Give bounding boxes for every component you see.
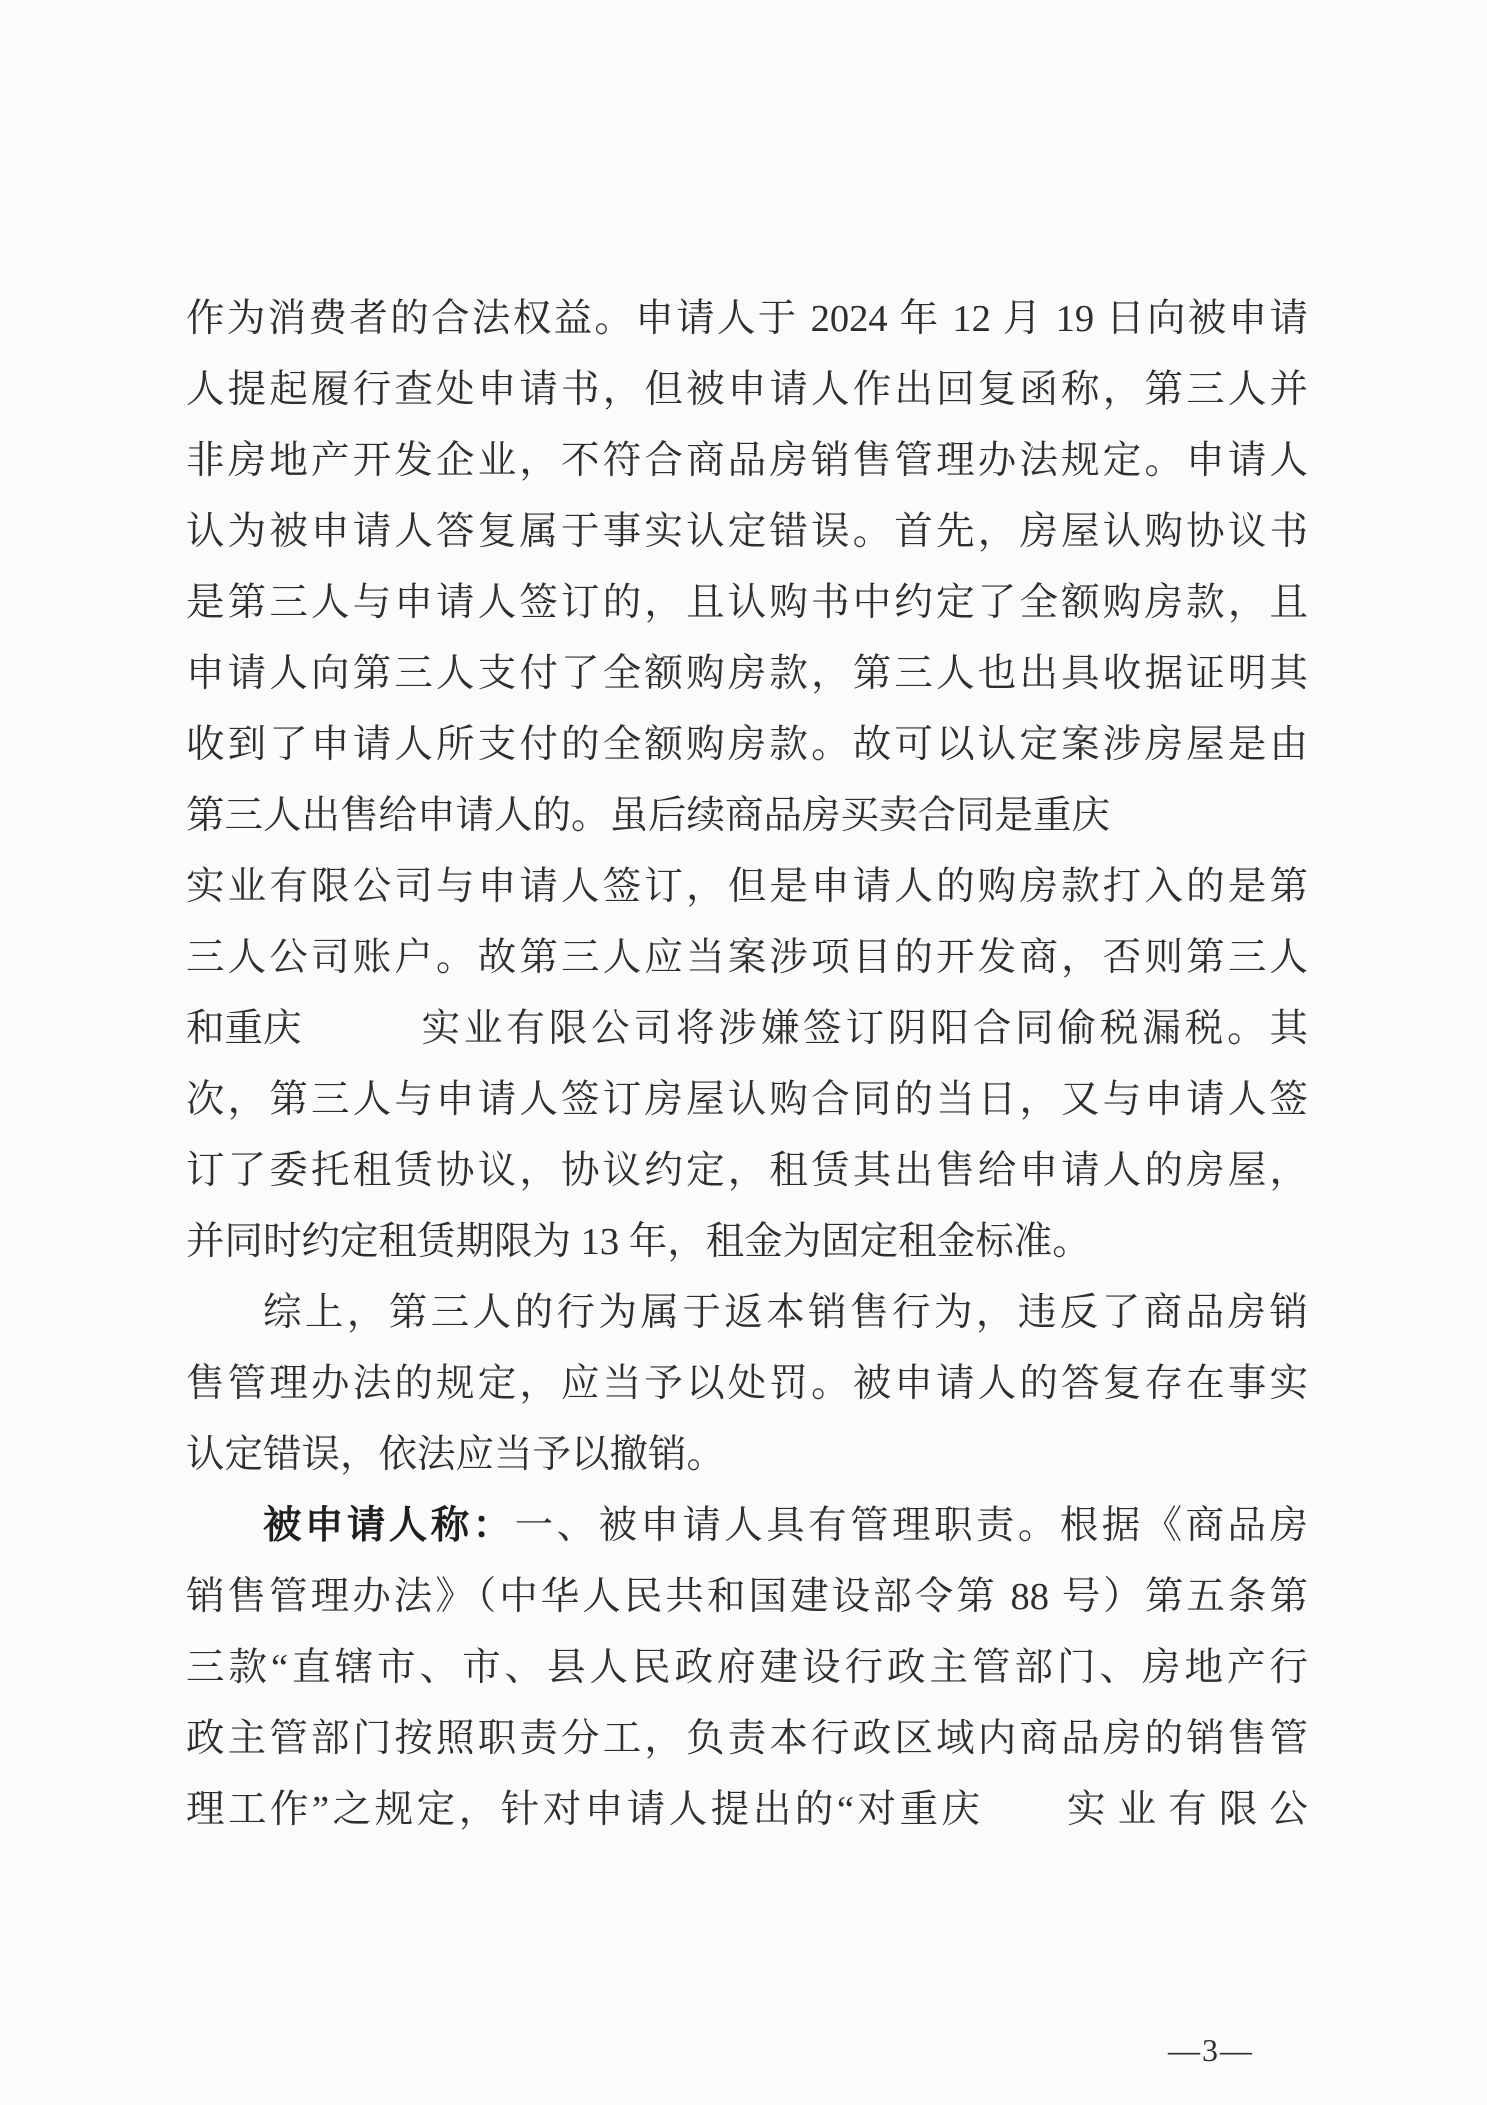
text-line: 订了委托租赁协议，协议约定，租赁其出售给申请人的房屋， <box>186 1150 1308 1192</box>
line-segment: 和重庆 <box>186 1008 302 1050</box>
respondent-label: 被申请人称： <box>263 1505 515 1547</box>
text-line: 售管理办法的规定，应当予以处罚。被申请人的答复存在事实 <box>186 1363 1308 1405</box>
text-line: 人提起履行查处申请书，但被申请人作出回复函称，第三人并 <box>186 369 1308 411</box>
paragraph-start-line <box>186 1491 1308 1562</box>
line-segment: 理工作”之规定，针对申请人提出的“对重庆 <box>186 1789 980 1831</box>
text-line: 是第三人与申请人签订的，且认购书中约定了全额购房款，且 <box>186 582 1308 624</box>
line-segment: 一、被申请人具有管理职责。根据《商品房 <box>514 1505 1308 1547</box>
text-line: 并同时约定租赁期限为 13 年，租金为固定租金标准。 <box>186 1221 1091 1263</box>
text-line: 实业有限公司与申请人签订，但是申请人的购房款打入的是第 <box>186 866 1308 908</box>
text-line: 销售管理办法》（中华人民共和国建设部令第 88 号）第五条第 <box>186 1576 1308 1618</box>
line-segment: 实业有限公司将涉嫌签订阴阳合同偷税漏税。其 <box>421 1008 1308 1050</box>
text-line: 收到了申请人所支付的全额购房款。故可以认定案涉房屋是由 <box>186 724 1308 766</box>
text-line: 申请人向第三人支付了全额购房款，第三人也出具收据证明其 <box>186 653 1308 695</box>
text-line <box>186 1775 1308 1846</box>
text-line <box>186 994 1308 1065</box>
line-segment: 实业有限公 <box>1067 1789 1308 1831</box>
text-line: 三款“直辖市、市、县人民政府建设行政主管部门、房地产行 <box>186 1647 1308 1689</box>
text-line: 认为被申请人答复属于事实认定错误。首先，房屋认购协议书 <box>186 511 1308 553</box>
text-line: 非房地产开发企业，不符合商品房销售管理办法规定。申请人 <box>186 440 1308 482</box>
text-line: 次，第三人与申请人签订房屋认购合同的当日，又与申请人签 <box>186 1079 1308 1121</box>
text-line: 认定错误，依法应当予以撤销。 <box>186 1434 726 1476</box>
text-line: 第三人出售给申请人的。虽后续商品房买卖合同是重庆 <box>186 795 1111 837</box>
text-line: 政主管部门按照职责分工，负责本行政区域内商品房的销售管 <box>186 1718 1308 1760</box>
text-line: 三人公司账户。故第三人应当案涉项目的开发商，否则第三人 <box>186 937 1308 979</box>
page-number: —3— <box>1168 2032 1254 2068</box>
text-line: 作为消费者的合法权益。申请人于 2024 年 12 月 19 日向被申请 <box>186 298 1308 340</box>
body-text <box>186 284 1308 1846</box>
paragraph-start-line: 综上，第三人的行为属于返本销售行为，违反了商品房销 <box>263 1292 1308 1334</box>
